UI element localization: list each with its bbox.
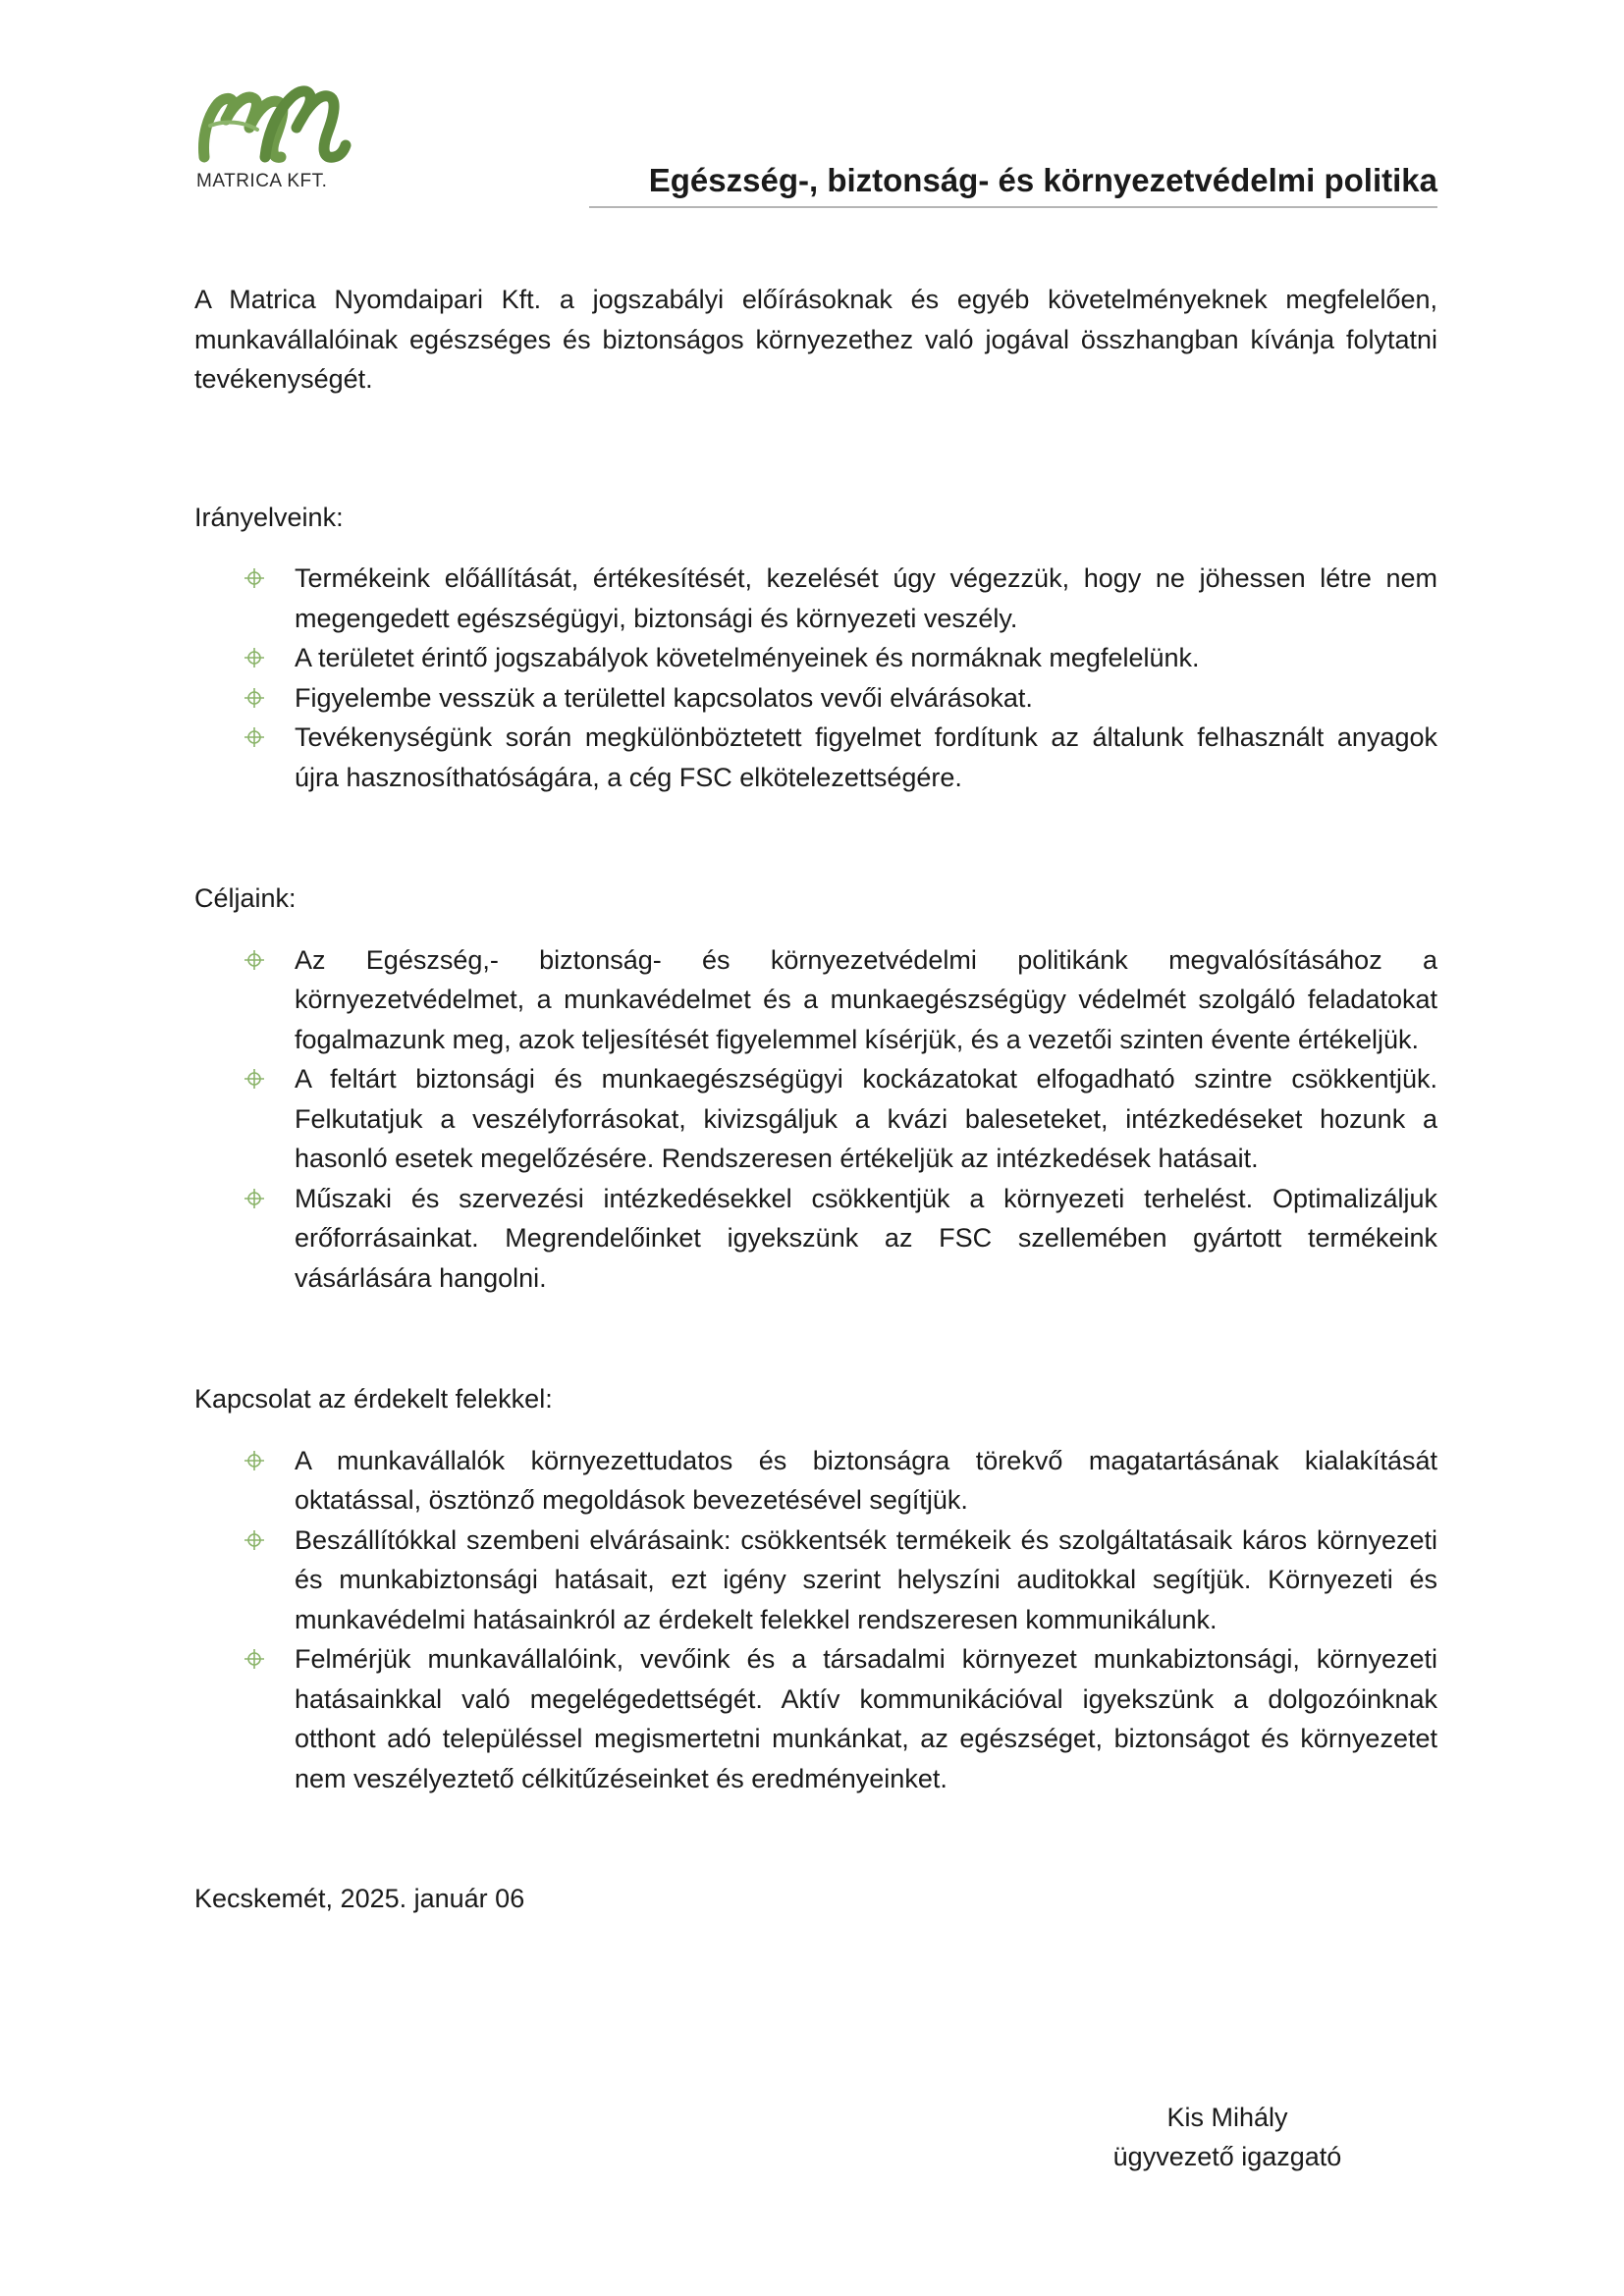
signature-block [1090,2098,1365,2176]
document-body [194,280,1437,1946]
list-item-text: Műszaki és szervezési intézkedésekkel csökkentjük a környezeti terhelést. Optimalizáljuk erőforrásainkat. Megrendelőinket igyekszünk az FSC szellemében gyártott termékeink vásárlására hangolni. [295,1183,1437,1293]
section-title: Céljaink: [194,883,297,913]
bullet-list [194,940,1437,1299]
list-item [194,1441,1437,1521]
list-item [194,1521,1437,1640]
list-item [194,718,1437,797]
bullet-list [194,559,1437,797]
list-item-text: Termékeink előállítását, értékesítését, kezelését úgy végezzük, hogy ne jöhessen létre nem megengedett egészségügyi, biztonsági és környezeti veszély. [295,563,1437,633]
list-item-text: A munkavállalók környezettudatos és biztonságra törekvő magatartásának kialakítását oktatással, ösztönző megoldások bevezetésével segítjük. [295,1445,1437,1515]
list-item [194,1639,1437,1798]
crosshair-bullet-icon [244,1068,265,1090]
list-item [194,940,1437,1060]
crosshair-bullet-icon [244,1450,265,1471]
crosshair-bullet-icon [244,567,265,589]
section-title: Irányelveink: [194,502,344,532]
intro-paragraph: A Matrica Nyomdaipari Kft. a jogszabályi előírásoknak és egyéb követelményeknek megfelelően, munkavállalóinak egészséges és biztonságos környezethez való jogával összhangban kívánja folytatni tevékenységét. [194,285,1437,394]
crosshair-bullet-icon [244,1188,265,1209]
list-item-text: A feltárt biztonsági és munkaegészségügyi kockázatokat elfogadható szintre csökkentjük. Felkutatjuk a veszélyforrásokat, kivizsgáljuk a kvázi baleseteket, intézkedéseket hozunk a hasonló esetek megelőzésére. Rendszeresen értékeljük az intézkedések hatásait. [295,1064,1437,1173]
header-divider [589,206,1437,208]
list-item [194,559,1437,638]
list-item [194,1179,1437,1299]
logo-caption: MATRICA KFT. [196,171,328,191]
list-item-text: Beszállítókkal szembeni elvárásaink: csökkentsék termékeik és szolgáltatásaik káros környezeti és munkabiztonsági hatásait, ezt igény szerint helyszíni auditokkal segítjük. Környezeti és munkavédelmi hatásainkról az érdekelt felekkel rendszeresen kommunikálunk. [295,1524,1437,1634]
bullet-list [194,1441,1437,1799]
section-stakeholders [194,1379,1437,1798]
section-guidelines [194,498,1437,798]
crosshair-bullet-icon [244,726,265,748]
list-item [194,678,1437,719]
logo-monogram-icon [196,80,353,169]
list-item [194,1059,1437,1179]
signatory-role: ügyvezető igazgató [1112,2142,1342,2171]
list-item-text: Az Egészség,- biztonság- és környezetvédelmi politikánk megvalósításához a környezetvédelmet, a munkavédelmet és a munkaegészségügy védelmét szolgáló feladatokat fogalmazunk meg, azok teljesítését figyelemmel kísérjük, és a vezetői szinten évente értékeljük. [295,944,1437,1054]
crosshair-bullet-icon [244,647,265,668]
section-goals [194,879,1437,1298]
crosshair-bullet-icon [244,687,265,709]
signatory-name: Kis Mihály [1166,2103,1288,2132]
list-item-text: Figyelembe vesszük a területtel kapcsolatos vevői elvárásokat. [295,682,1033,713]
crosshair-bullet-icon [244,1648,265,1670]
crosshair-bullet-icon [244,1529,265,1551]
document-title: Egészség-, biztonság- és környezetvédelmi politika [648,162,1437,198]
list-item-text: A területet érintő jogszabályok követelményeinek és normáknak megfelelünk. [295,643,1200,672]
list-item [194,638,1437,678]
section-title: Kapcsolat az érdekelt felekkel: [194,1384,553,1414]
crosshair-bullet-icon [244,949,265,971]
list-item-text: Tevékenységünk során megkülönböztetett figyelmet fordítunk az általunk felhasznált anyagok újra hasznosíthatóságára, a cég FSC elkötelezettségére. [295,722,1437,792]
place-and-date: Kecskemét, 2025. január 06 [194,1884,525,1913]
list-item-text: Felmérjük munkavállalóink, vevőink és a társadalmi környezet munkabiztonsági, környezeti hatásainkkal való megelégedettségét. Aktív kommunikációval igyekszünk a dolgozóinknak otthont adó településsel megismertetni munkánkat, az egészséget, biztonságot és környezetet nem veszélyeztető célkitűzéseinket és eredményeinket. [295,1644,1437,1793]
